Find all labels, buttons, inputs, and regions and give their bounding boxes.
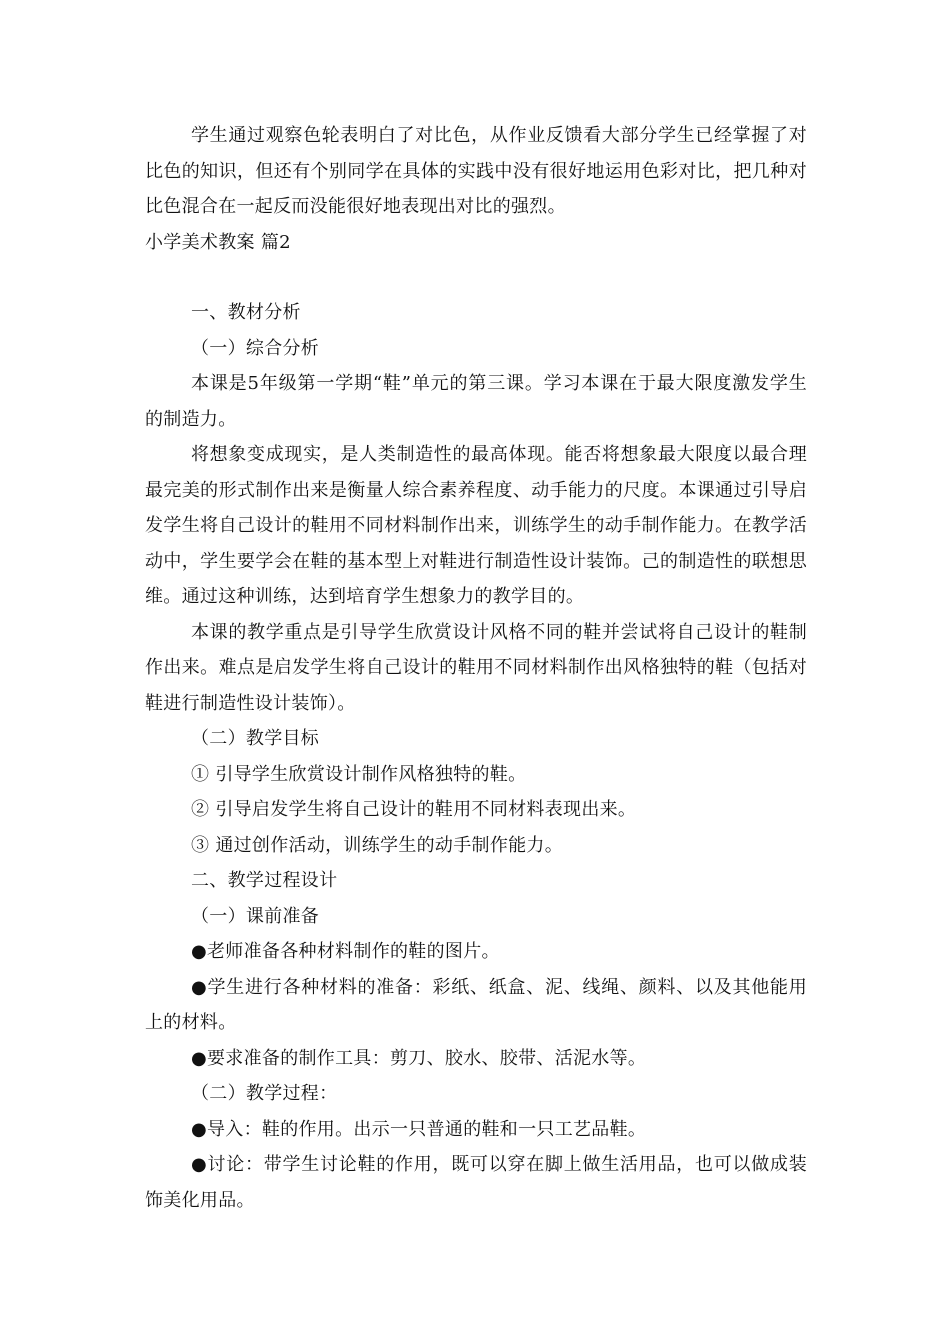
bullet-introduction: ●导入：鞋的作用。出示一只普通的鞋和一只工艺品鞋。 [191,1118,647,1140]
subheading-overall-analysis: （一）综合分析 [191,337,320,359]
bullet-student-materials: ●学生进行各种材料的准备：彩纸、纸盒、泥、线绳、颜料、以及其他能用上的材料。 [145,976,807,1033]
bullet-teacher-prep: ●老师准备各种材料制作的鞋的图片。 [191,941,500,962]
paragraph-lesson-intro: 本课是5年级第一学期“鞋”单元的第三课。学习本课在于最大限度激发学生的制造力。 [145,373,807,430]
heading-teaching-process: 二、教学过程设计 [191,870,338,891]
subheading-process: （二）教学过程： [191,1083,338,1104]
goal-item-3: ③ 通过创作活动，训练学生的动手制作能力。 [191,834,564,856]
document-body [145,118,807,1218]
subheading-preparation: （一）课前准备 [191,905,320,927]
bullet-tools: ●要求准备的制作工具：剪刀、胶水、胶带、活泥水等。 [191,1047,647,1069]
paragraph-imagination: 将想象变成现实，是人类制造性的最高体现。能否将想象最大限度以最合理最完美的形式制作出来是衡量人综合素养程度、动手能力的尺度。本课通过引导启发学生将自己设计的鞋用不同材料制作出来，训练学生的动手制作能力。在教学活动中，学生要学会在鞋的基本型上对鞋进行制造性设计装饰。己的制造性的联想思维。通过这种训练，达到培育学生想象力的教学目的。 [145,444,807,607]
bullet-discussion: ●讨论：带学生讨论鞋的作用，既可以穿在脚上做生活用品，也可以做成装饰美化用品。 [145,1154,807,1211]
heading-material-analysis: 一、教材分析 [191,302,301,323]
paragraph-key-points: 本课的教学重点是引导学生欣赏设计风格不同的鞋并尝试将自己设计的鞋制作出来。难点是启发学生将自己设计的鞋用不同材料制作出风格独特的鞋（包括对鞋进行制造性设计装饰）。 [145,621,807,714]
subheading-teaching-goals: （二）教学目标 [191,728,320,749]
paragraph-contrast-summary: 学生通过观察色轮表明白了对比色，从作业反馈看大部分学生已经掌握了对比色的知识，但还有个别同学在具体的实践中没有很好地运用色彩对比，把几种对比色混合在一起反而没能很好地表现出对比的强烈。 [145,125,807,217]
blank-line [145,260,807,295]
goal-item-1: ① 引导学生欣赏设计制作风格独特的鞋。 [191,763,527,785]
section-title-lesson-2: 小学美术教案 篇2 [145,231,291,253]
goal-item-2: ② 引导启发学生将自己设计的鞋用不同材料表现出来。 [191,799,637,820]
